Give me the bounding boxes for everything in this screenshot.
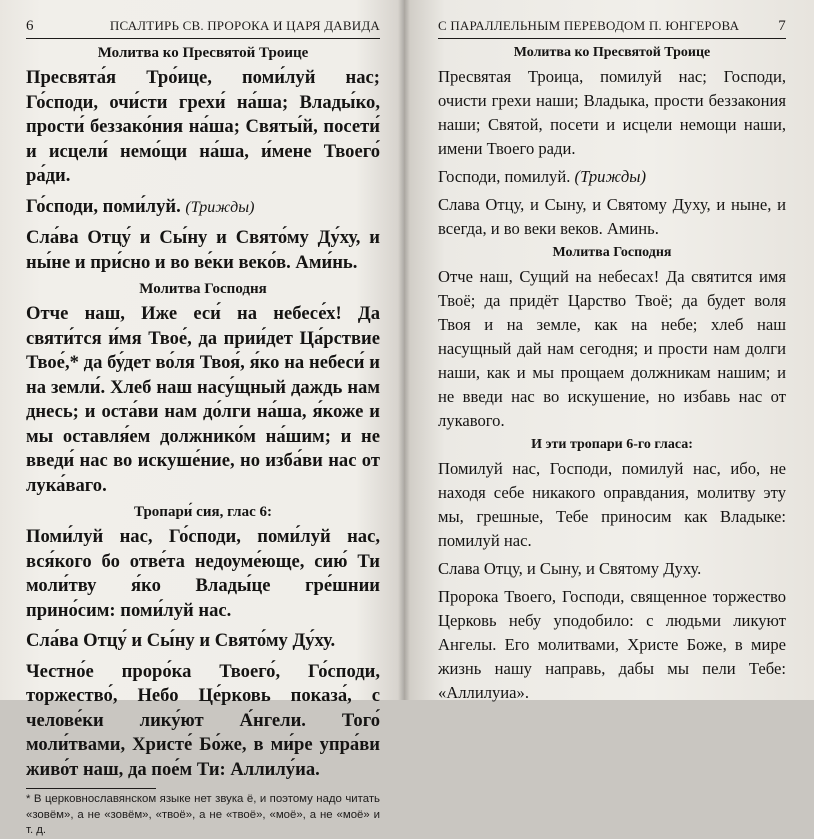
footnote-divider <box>26 788 156 789</box>
right-page <box>404 0 814 700</box>
left-page-number: 6 <box>26 18 34 34</box>
right-troparion-2: Пророка Твоего, Господи, священное торжество Церковь небу уподобило: с людьми ликуют Ангелы. Его молитвами, Христе Боже, в мире жизнь нашу направь, дабы мы пели Тебе: «Аллилуиа». <box>438 587 786 702</box>
left-slava-2: Сла́ва Отцу́ и Сы́ну и Свято́му Ду́ху. <box>26 630 336 651</box>
left-running-title: ПСАЛТИРЬ СВ. ПРОРОКА И ЦАРЯ ДАВИДА <box>109 18 380 33</box>
left-slava-1: Сла́ва Отцу́ и Сы́ну и Свято́му Ду́ху, и ны́не и при́сно и во ве́ки веко́в. Ами́нь. <box>26 227 380 273</box>
right-trinity-text: Пресвятая Троица, помилуй нас; Господи, очисти грехи наши; Владыка, прости беззакония наши; Святой, посети и исцели немощи наши, имени Твоего ради. <box>438 67 786 158</box>
footnote: * В церковнославянском языке нет звука ё, и поэтому надо читать «зовём», а не «зовём», «твоё», а не «твоё», «моё», а не «моё» и т. д. <box>26 793 380 836</box>
left-running-head <box>26 18 380 39</box>
right-page-number: 7 <box>778 18 786 34</box>
left-troparion-1: Поми́луй нас, Го́споди, поми́луй нас, вся́кого бо отве́та недоуме́юще, сию́ Ти моли́тву я́ко Влады́це гре́шнии прино́сим: поми́луй нас. <box>26 526 380 621</box>
right-running-head <box>438 18 786 39</box>
left-gospodi-line <box>26 195 380 221</box>
left-gospodi: Го́споди, поми́луй. <box>26 195 181 217</box>
left-trinity-heading: Молитва ко Пресвятой Троице <box>97 45 309 61</box>
right-trinity-heading: Молитва ко Пресвятой Троице <box>513 45 711 60</box>
left-lords-prayer-heading: Молитва Господня <box>139 281 267 297</box>
right-slava-1: Слава Отцу, и Сыну, и Святому Духу, и ныне, и всегда, и во веки веков. Аминь. <box>438 195 786 238</box>
right-running-title: С ПАРАЛЛЕЛЬНЫМ ПЕРЕВОДОМ П. ЮНГЕРОВА <box>438 18 740 33</box>
right-troparion-1: Помилуй нас, Господи, помилуй нас, ибо, не находя себе никакого оправдания, молитву эту мы, грешные, Тебе приносим как Владыке: помилуй нас. <box>438 459 786 550</box>
book-gutter <box>398 0 410 700</box>
right-troparia-heading: И эти тропари 6-го гласа: <box>531 437 693 452</box>
left-lords-prayer-text: Отче наш, Иже еси́ на небесе́х! Да святи́тся и́мя Твое́, да прии́дет Ца́рствие Твое́,* да бу́дет во́ля Твоя́, я́ко на небеси́ и на земли́. Хлеб наш насу́щный даждь нам днесь; и оста́ви нам до́лги на́ша, я́коже и мы оставля́ем должнико́м на́шим; и не введи́ нас во искуше́ние, но изба́ви нас от лука́ваго. <box>26 303 380 496</box>
right-trizhdy: (Трижды) <box>574 167 647 186</box>
left-trinity-text: Пресвята́я Тро́ице, поми́луй нас; Го́споди, очи́сти грехи́ на́ша; Влады́ко, прости́ беззако́ния на́ша; Святы́й, посети́ и исцели́ немо́щи на́ша, и́мене Твоего́ ра́ди. <box>26 67 380 186</box>
right-lords-prayer-heading: Молитва Господня <box>552 245 672 260</box>
left-trizhdy: (Трижды) <box>185 198 255 216</box>
right-lords-prayer-text: Отче наш, Сущий на небесах! Да святится имя Твоё; да придёт Царство Твоё; да будет воля Твоя и на земле, как на небе; хлеб наш насущный дай нам сегодня; и прости нам долги наши, как и мы прощаем должникам нашим; и не введи нас во искушение, но избавь нас от лукавого. <box>438 267 786 430</box>
right-slava-2: Слава Отцу, и Сыну, и Святому Духу. <box>438 559 702 578</box>
right-gospodi: Господи, помилуй. <box>438 167 571 186</box>
right-gospodi-line <box>438 165 786 189</box>
left-troparia-heading: Тропари́ сия, глас 6: <box>134 504 272 520</box>
left-page <box>0 0 404 836</box>
left-troparion-2: Честно́е проро́ка Твоего́, Го́споди, торжество́, Небо Це́рковь показа́, с челове́ки лику́ют А́нгели. Того́ моли́твами, Христе́ Бо́же, в ми́ре упра́ви живо́т наш, да пое́м Ти: Аллилу́иа. <box>26 660 380 780</box>
